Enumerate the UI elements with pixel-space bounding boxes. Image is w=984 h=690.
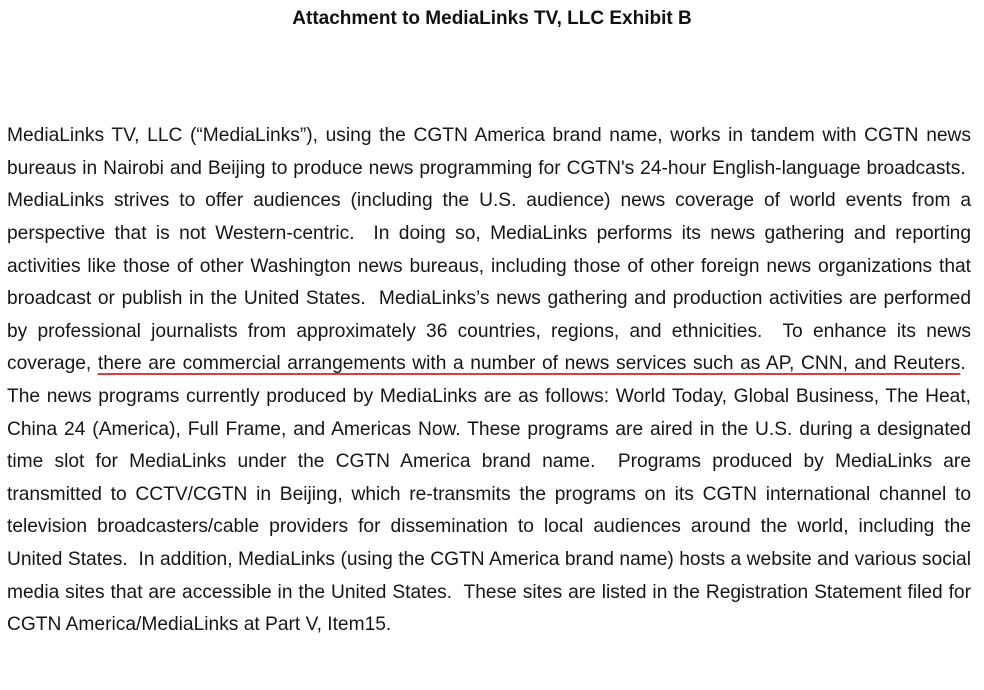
document-title: Attachment to MediaLinks TV, LLC Exhibit B (292, 8, 692, 29)
paragraph-text-before: MediaLinks TV, LLC (“MediaLinks”), using the CGTN America brand name, works in tandem with CGTN news bureaus in Nairobi and Beijing to produce news programming for CGTN's 24-hour English-language broadcasts. MediaLinks strives to offer audiences (including the U.S. audience) news coverage of world events from a perspective that is not Western-centric. In doing so, MediaLinks performs its news gathering and reporting activities like those of other Washington news bureaus, including those of other foreign news organizations that broadcast or publish in the United States. MediaLinks’s news gathering and production activities are performed by professional journalists from approximately 36 countries, regions, and ethnicities. To enhance its news coverage, (7, 125, 971, 375)
body-paragraph (7, 120, 971, 642)
paragraph-text-after: . The news programs currently produced by MediaLinks are as follows: World Today, Global Business, The Heat, China 24 (America), Full Frame, and Americas Now. These programs are aired in the U.S. during a designated time slot for MediaLinks under the CGTN America brand name. Programs produced by MediaLinks are transmitted to CCTV/CGTN in Beijing, which re-transmits the programs on its CGTN international channel to television broadcasters/cable providers for dissemination to local audiences around the world, including the United States. In addition, MediaLinks (using the CGTN America brand name) hosts a website and various social media sites that are accessible in the United States. These sites are listed in the Registration Statement filed for CGTN America/MediaLinks at Part V, Item15. (7, 353, 971, 636)
highlighted-passage: there are commercial arrangements with a number of news services such as AP, CNN, and Reuters (97, 353, 961, 375)
